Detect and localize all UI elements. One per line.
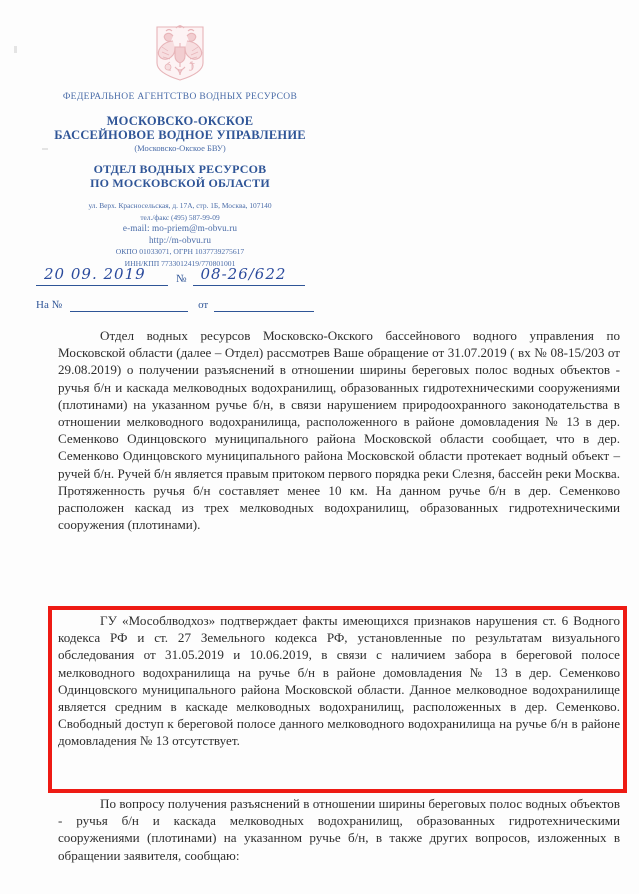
org-abbreviation: (Московско-Окское БВУ) bbox=[134, 143, 226, 153]
scan-artifact bbox=[14, 46, 17, 53]
website-url: http://m-obvu.ru bbox=[148, 234, 212, 245]
agency-title: ФЕДЕРАЛЬНОЕ АГЕНТСТВО ВОДНЫХ РЕСУРСОВ bbox=[62, 92, 298, 102]
body-paragraph-3-container bbox=[58, 795, 620, 864]
from-date-label: от bbox=[198, 299, 209, 311]
contact-block bbox=[0, 200, 360, 269]
registration-codes-okpo-ogrn: ОКПО 01033071, ОГРН 1037739275617 bbox=[115, 247, 245, 256]
org-name-line2: БАССЕЙНОВОЕ ВОДНОЕ УПРАВЛЕНИЕ bbox=[54, 128, 306, 142]
number-field[interactable] bbox=[193, 265, 305, 286]
number-handwritten-value: 08-26/622 bbox=[200, 265, 287, 283]
russian-coat-of-arms-icon bbox=[0, 22, 360, 84]
body-paragraph-1: Отдел водных ресурсов Московско-Окского бассейнового водного управления по Московской области (далее – Отдел) рассмотрев Ваше обращение от 31.07.2019 ( вх № 08-15/203 от 29.08.2019) о получении разъяснений в отношении ширины береговых полос водных объектов - ручья б/н и каскада мелководных водохранилищ, образованных гидротехническими сооружениями (плотинами) на указанном ручье б/н, в связи нарушением природоохранного законодательства в отношении мелководного водохранилища, расположенного в районе домовладения № 13 в дер. Семенково Одинцовского муниципального района Московской области сообщает, что в дер. Семенково Одинцовского муниципального района Московской области протекает водный объект – ручей б/н. Ручей б/н является правым притоком первого порядка реки Слезня, бассейн реки Москва. Протяженность ручья б/н составляет менее 10 км. На данном ручье б/н в дер. Семенково расположен каскад из трех мелководных водохранилищ, образованных гидротехническими сооружения (плотинами). bbox=[58, 328, 620, 533]
date-field[interactable] bbox=[36, 265, 168, 286]
phone-fax: тел./факс (495) 587-99-09 bbox=[140, 212, 220, 222]
reply-to-label: На № bbox=[36, 299, 63, 311]
body-paragraph-2-highlighted: ГУ «Мособлводхоз» подтверждает факты имеющихся признаков нарушения ст. 6 Водного кодекса РФ и ст. 27 Земельного кодекса РФ, установленные по результатам визуального обследования от 31.05.2019 и 10.06.2019, в связи с наличием забора в береговой полосе мелководного водохранилища на ручье б/н в районе домовладения № 13 в дер. Семенково Одинцовского муниципального района Московской области. Данное мелководное водохранилище является средним в каскаде мелководных водохранилищ, расположенных в дер. Семенково. Свободный доступ к береговой полосе данного мелководного водохранилища на ручье б/н в районе домовладения № 13 отсутствует. bbox=[58, 613, 620, 749]
from-date-field[interactable] bbox=[214, 310, 314, 312]
registration-codes-inn-kpp: ИНН/КПП 7733012419/770801001 bbox=[124, 258, 236, 268]
date-handwritten-value: 20 09. 2019 bbox=[44, 265, 146, 283]
department-line1: ОТДЕЛ ВОДНЫХ РЕСУРСОВ bbox=[93, 162, 267, 176]
highlighted-paragraph-container bbox=[58, 612, 620, 750]
scan-artifact bbox=[42, 148, 48, 150]
number-label: № bbox=[176, 273, 187, 285]
reply-to-field[interactable] bbox=[70, 310, 188, 312]
department-line2: ПО МОСКОВСКОЙ ОБЛАСТИ bbox=[90, 176, 270, 190]
email-address: e-mail: mo-priem@m-obvu.ru bbox=[122, 223, 238, 233]
postal-address: ул. Верх. Красносельская, д. 17А, стр. 1Б, Москва, 107140 bbox=[88, 201, 272, 210]
org-name-line1: МОСКОВСКО-ОКСКОЕ bbox=[106, 114, 254, 128]
body-paragraph-1-container bbox=[58, 327, 620, 533]
reference-block bbox=[36, 262, 356, 312]
letterhead bbox=[0, 0, 360, 269]
body-paragraph-3: По вопросу получения разъяснений в отношении ширины береговых полос водных объектов - ручья б/н и каскада мелководных водохранилищ, образованных гидротехническими сооружениями (плотинами) на указанном ручье б/н, в также других вопросов, изложенных в обращении заявителя, сообщаю: bbox=[58, 796, 620, 863]
